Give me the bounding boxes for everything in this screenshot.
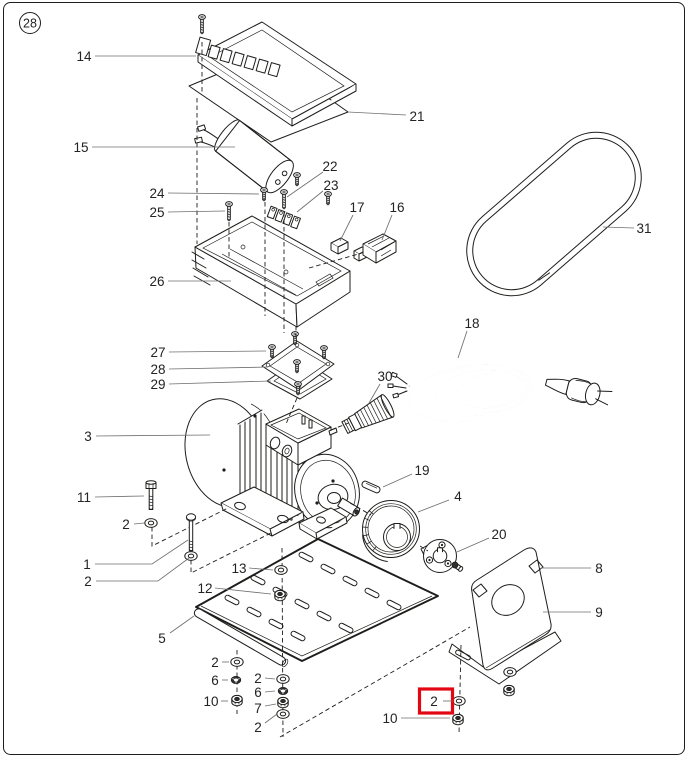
part-housing-tray-26: [192, 216, 350, 327]
leader-line-17: [340, 215, 353, 241]
leader-line-21: [348, 112, 406, 115]
callout-5: 5: [158, 630, 166, 646]
washer-2f: [453, 697, 465, 706]
part-terminal-strip-23: [267, 206, 300, 228]
leader-line-28p: [169, 367, 268, 369]
part-power-cord-18: [388, 358, 613, 429]
callout-10a: 10: [203, 693, 219, 709]
leader-line-2a: [134, 523, 144, 524]
leader-line-25: [168, 211, 225, 212]
leader-line-23: [297, 191, 323, 212]
callout-2a: 2: [122, 516, 130, 532]
bolt-11: [146, 481, 156, 510]
figure-number: 28: [23, 16, 37, 31]
callout-7: 7: [254, 700, 262, 716]
leader-line-29: [169, 381, 271, 384]
screw-misc: [325, 192, 332, 205]
leader-line-2e: [265, 714, 277, 723]
callout-19: 19: [414, 462, 430, 478]
callout-22: 22: [322, 158, 338, 174]
callout-27: 27: [150, 344, 166, 360]
leader-line-7: [265, 704, 276, 706]
washer-2a: [145, 519, 157, 528]
callout-9: 9: [595, 604, 603, 620]
part-hub-20: [421, 540, 464, 573]
callout-29: 29: [150, 376, 166, 392]
part-belt-31: [448, 114, 659, 314]
washer-2d: [277, 675, 289, 684]
leader-line-1: [95, 540, 188, 564]
part-spacer-17: [331, 238, 348, 254]
leader-line-20: [457, 538, 489, 552]
washer-bracket: [504, 668, 516, 677]
callout-28p: 28: [150, 361, 166, 377]
callout-15: 15: [73, 139, 89, 155]
callout-23: 23: [323, 177, 339, 193]
screw-capacitor: [294, 173, 301, 186]
nut-bracket: [504, 685, 514, 695]
power-plug: [544, 372, 613, 409]
callout-6b: 6: [254, 684, 262, 700]
screw-25: [226, 202, 233, 221]
callout-11: 11: [76, 489, 92, 505]
leader-line-2b: [96, 558, 189, 581]
nut-12: [275, 590, 285, 600]
leader-line-18: [458, 331, 467, 358]
callout-2e: 2: [254, 719, 262, 735]
screw-27-a: [269, 345, 276, 358]
leader-line-6b: [265, 691, 275, 692]
callout-2b: 2: [84, 573, 92, 589]
part-switch-16: [354, 234, 396, 263]
part-base-plate-5: [193, 539, 438, 668]
callout-16: 16: [389, 199, 405, 215]
callout-14: 14: [76, 48, 92, 64]
nut-10a: [232, 695, 242, 705]
leader-line-11: [95, 496, 144, 497]
callout-2f[interactable]: 2: [430, 693, 438, 709]
leader-line-4: [418, 500, 449, 512]
nut-7: [278, 697, 288, 707]
washer-2e: [277, 710, 289, 719]
lockwasher-6a: [231, 676, 241, 683]
washer-2b: [185, 552, 197, 561]
screw-24: [261, 188, 268, 201]
callout-18: 18: [464, 315, 480, 331]
callout-2c: 2: [211, 654, 219, 670]
leader-line-2d: [265, 678, 275, 679]
callout-31: 31: [636, 220, 652, 236]
part-motor-3: [174, 390, 368, 539]
leader-line-31: [603, 227, 634, 228]
callout-25: 25: [149, 204, 165, 220]
callout-4: 4: [454, 488, 462, 504]
callout-21: 21: [409, 108, 425, 124]
callout-12: 12: [197, 580, 213, 596]
leader-line-22: [287, 172, 323, 197]
figure-number-badge: [20, 13, 41, 34]
nut-10b: [453, 714, 463, 724]
leader-line-24: [168, 193, 259, 194]
leader-line-27: [169, 351, 266, 352]
washer-2c: [231, 658, 243, 667]
callout-17: 17: [349, 199, 365, 215]
part-key-19: [361, 480, 381, 494]
leader-line-19: [383, 474, 412, 487]
leader-line-5: [170, 616, 194, 633]
callout-30: 30: [377, 368, 393, 384]
lockwasher-6b: [278, 687, 288, 694]
callout-8: 8: [595, 560, 603, 576]
callout-26: 26: [149, 273, 165, 289]
callout-6a: 6: [211, 672, 219, 688]
callout-2d: 2: [254, 670, 262, 686]
callout-10b: 10: [382, 710, 398, 726]
part-cable-gland-30: [339, 393, 396, 439]
callout-3: 3: [84, 428, 92, 444]
callout-13: 13: [231, 560, 247, 576]
part-pulley-4: [363, 501, 420, 562]
callout-1: 1: [83, 556, 91, 572]
screw-22: [281, 190, 288, 209]
callout-24: 24: [149, 185, 165, 201]
callout-20: 20: [491, 526, 507, 542]
bolt-1: [186, 514, 195, 551]
washer-13: [275, 566, 287, 575]
screw-top: [199, 15, 206, 34]
